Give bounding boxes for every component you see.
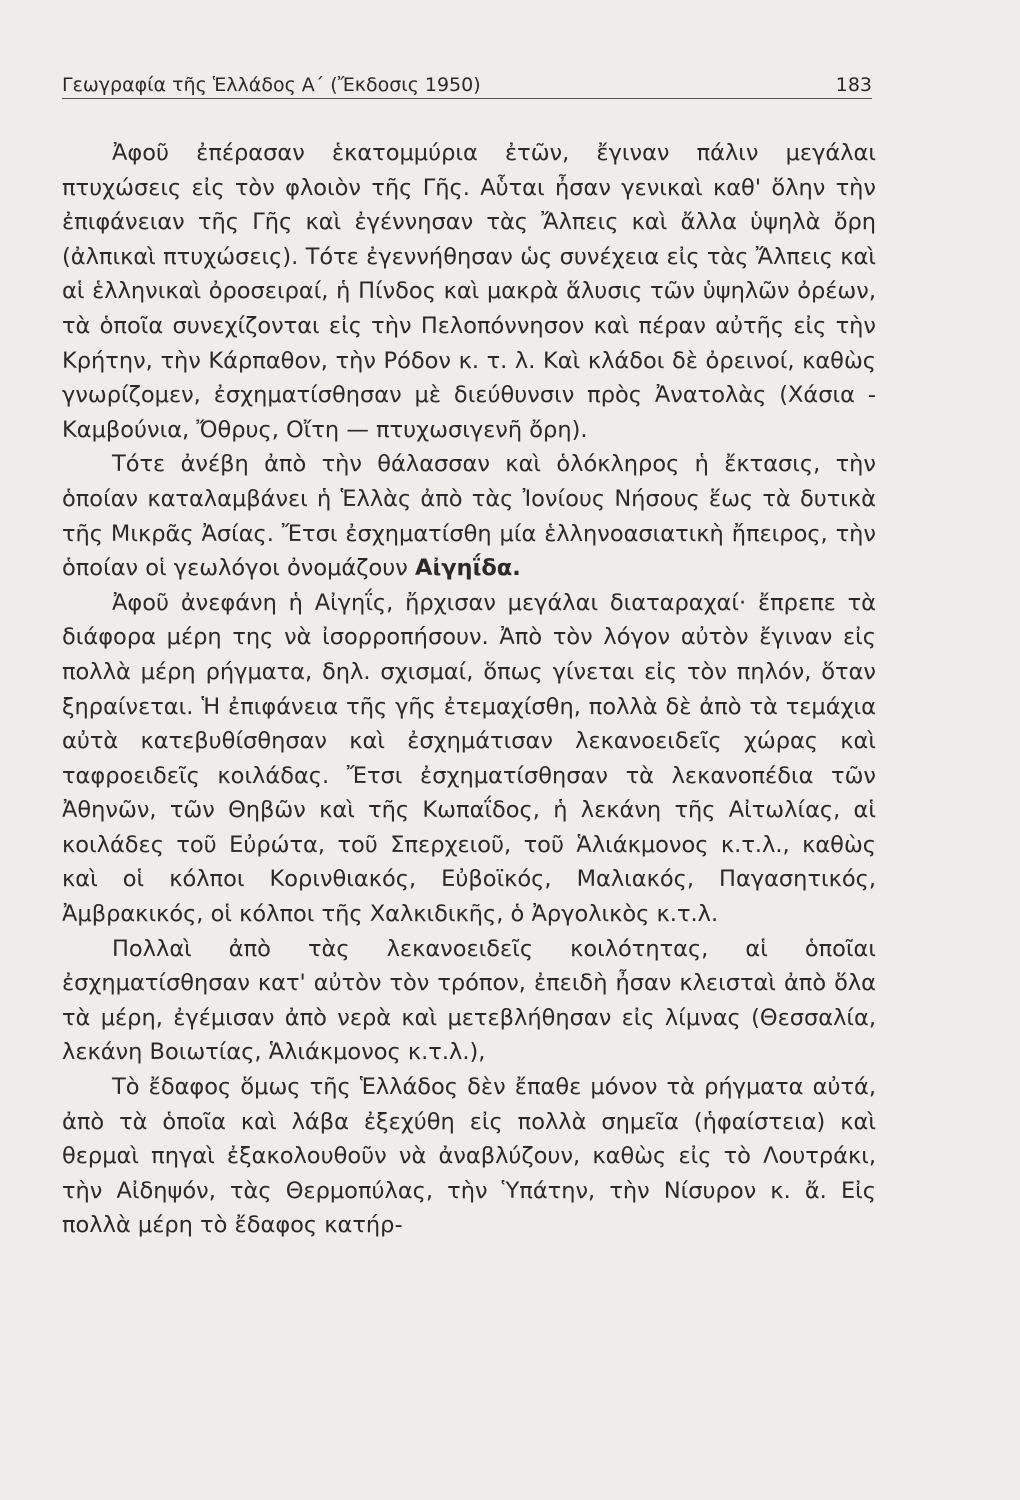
term-aegeis: Αἰγηΐδα. (415, 555, 521, 582)
paragraph-2 (62, 447, 876, 585)
running-header (62, 74, 872, 99)
paragraph-1: Ἀφοῦ ἐπέρασαν ἑκατομμύρια ἐτῶν, ἔγιναν πάλιν μεγάλαι πτυχώσεις εἰς τὸν φλοιὸν τῆς Γῆς. Αὗται ἦσαν γενικαὶ καθ' ὅλην τὴν ἐπιφάνειαν τῆς Γῆς καὶ ἐγέννησαν τὰς Ἄλπεις καὶ ἄλλα ὑψηλὰ ὄρη (ἀλπικαὶ πτυχώσεις). Τότε ἐγεννήθησαν ὡς συνέχεια εἰς τὰς Ἄλπεις καὶ αἱ ἑλληνικαὶ ὀροσειραί, ἡ Πίνδος καὶ μακρὰ ἅλυσις τῶν ὑψηλῶν ὀρέων, τὰ ὁποῖα συνεχίζονται εἰς τὴν Πελοπόννησον καὶ πέραν αὐτῆς εἰς τὴν Κρήτην, τὴν Κάρπαθον, τὴν Ρόδον κ. τ. λ. Καὶ κλάδοι δὲ ὀρεινοί, καθὼς γνωρίζομεν, ἐσχηματίσθησαν μὲ διεύθυνσιν πρὸς Ἀνατολὰς (Χάσια - Καμβούνια, Ὄθρυς, Οἴτη — πτυχωσιγενῆ ὄρη). (62, 140, 876, 443)
running-title: Γεωγραφία τῆς Ἑλλάδος Α΄ (Ἔκδοσις 1950) (62, 74, 481, 96)
body-text (62, 136, 876, 1243)
page-number: 183 (835, 74, 872, 96)
paragraph-4: Πολλαὶ ἀπὸ τὰς λεκανοειδεῖς κοιλότητας, αἱ ὁποῖαι ἐσχηματίσθησαν κατ' αὐτὸν τὸν τρόπον, ἐπειδὴ ἦσαν κλεισταὶ ἀπὸ ὅλα τὰ μέρη, ἐγέμισαν ἀπὸ νερὰ καὶ μετεβλήθησαν εἰς λίμνας (Θεσσαλία, λεκάνη Βοιωτίας, Ἁλιάκμονος κ.τ.λ.), (62, 935, 876, 1066)
paragraph-5: Τὸ ἔδαφος ὅμως τῆς Ἑλλάδος δὲν ἔπαθε μόνον τὰ ρήγματα αὐτά, ἀπὸ τὰ ὁποῖα καὶ λάβα ἐξεχύθη εἰς πολλὰ σημεῖα (ἡφαίστεια) καὶ θερμαὶ πηγαὶ ἐξακολουθοῦν νὰ ἀναβλύζουν, καθὼς εἰς τὸ Λουτράκι, τὴν Αἰδηψόν, τὰς Θερμοπύλας, τὴν Ὑπάτην, τὴν Νίσυρον κ. ἄ. Εἰς πολλὰ μέρη τὸ ἔδαφος κατήρ- (62, 1074, 876, 1239)
paragraph-3: Ἀφοῦ ἀνεφάνη ἡ Αἰγηΐς, ἤρχισαν μεγάλαι διαταραχαί· ἔπρεπε τὰ διάφορα μέρη της νὰ ἰσορροπήσουν. Ἀπὸ τὸν λόγον αὐτὸν ἔγιναν εἰς πολλὰ μέρη ρήγματα, δηλ. σχισμαί, ὅπως γίνεται εἰς τὸν πηλόν, ὅταν ξηραίνεται. Ἡ ἐπιφάνεια τῆς γῆς ἐτεμαχίσθη, πολλὰ δὲ ἀπὸ τὰ τεμάχια αὐτὰ κατεβυθίσθησαν καὶ ἐσχημάτισαν λεκανοειδεῖς χώρας καὶ ταφροειδεῖς κοιλάδας. Ἔτσι ἐσχηματίσθησαν τὰ λεκανοπέδια τῶν Ἀθηνῶν, τῶν Θηβῶν καὶ τῆς Κωπαΐδος, ἡ λεκάνη τῆς Αἰτωλίας, αἱ κοιλάδες τοῦ Εὐρώτα, τοῦ Σπερχειοῦ, τοῦ Ἁλιάκμονος κ.τ.λ., καθὼς καὶ οἱ κόλποι Κορινθιακός, Εὐβοϊκός, Μαλιακός, Παγασητικός, Ἀμβρακικός, οἱ κόλποι τῆς Χαλκιδικῆς, ὁ Ἀργολικὸς κ.τ.λ. (62, 589, 876, 928)
paragraph-2-text: Τότε ἀνέβη ἀπὸ τὴν θάλασσαν καὶ ὁλόκληρος ἡ ἔκτασις, τὴν ὁποίαν καταλαμβάνει ἡ Ἑλλὰς ἀπὸ τὰς Ἰονίους Νήσους ἕως τὰ δυτικὰ τῆς Μικρᾶς Ἀσίας. Ἔτσι ἐσχηματίσθη μία ἑλληνοασιατικὴ ἤπειρος, τὴν ὁποίαν οἱ γεωλόγοι ὀνομάζουν (62, 451, 876, 582)
